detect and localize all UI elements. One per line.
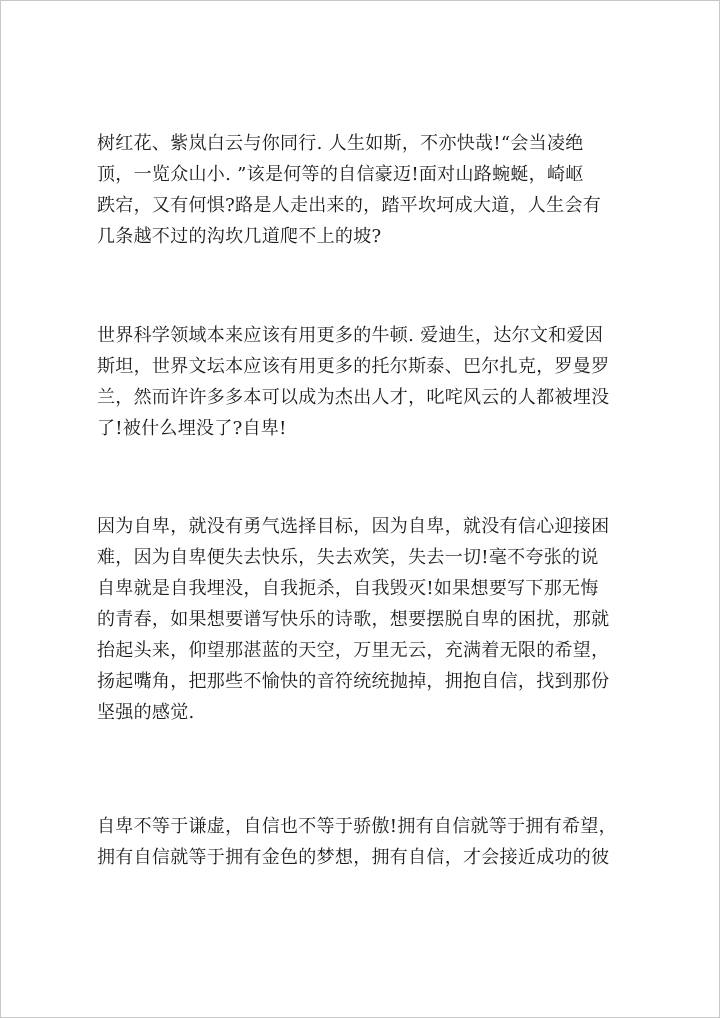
paragraph-line: 树红花、紫岚白云与你同行. 人生如斯，不亦快哉!“会当凌绝 [97,133,584,154]
paragraph-line: 自卑就是自我埋没，自我扼杀，自我毁灭!如果想要写下那无悔 [97,578,599,599]
paragraph-line: 的青春，如果想要谱写快乐的诗歌，想要摆脱自卑的困扰，那就 [97,609,610,630]
paragraph-3 [97,511,637,728]
paragraph-1 [97,128,637,252]
paragraph-line: 了!被什么埋没了?自卑! [97,418,287,439]
paragraph-line: 世界科学领域本来应该有用更多的牛顿. 爱迪生，达尔文和爱因 [97,325,604,346]
paragraph-line: 拥有自信就等于拥有金色的梦想，拥有自信，才会接近成功的彼 [97,847,610,868]
paragraph-line: 坚强的感觉. [97,702,195,723]
paragraph-4 [97,811,637,873]
paragraph-line: 抬起头来，仰望那湛蓝的天空，万里无云，充满着无限的希望， [97,640,610,661]
paragraph-line: 因为自卑，就没有勇气选择目标，因为自卑，就没有信心迎接困 [97,516,610,537]
paragraph-line: 自卑不等于谦虚，自信也不等于骄傲!拥有自信就等于拥有希望， [97,816,617,837]
paragraph-line: 几条越不过的沟坎几道爬不上的坡? [97,226,382,247]
paragraph-2 [97,320,637,444]
paragraph-line: 难，因为自卑便失去快乐，失去欢笑，失去一切!毫不夸张的说 [97,547,599,568]
paragraph-line: 扬起嘴角，把那些不愉快的音符统统抛掉，拥抱自信，找到那份 [97,671,610,692]
paragraph-line: 跌宕，又有何惧?路是人走出来的，踏平坎坷成大道，人生会有 [97,195,602,216]
paragraph-line: 顶，一览众山小. ”该是何等的自信豪迈!面对山路蜿蜒，崎岖 [97,164,584,185]
paragraph-line: 兰，然而许许多多本可以成为杰出人才，叱咤风云的人都被埋没 [97,387,610,408]
paragraph-line: 斯坦，世界文坛本应该有用更多的托尔斯泰、巴尔扎克，罗曼罗 [97,356,610,377]
